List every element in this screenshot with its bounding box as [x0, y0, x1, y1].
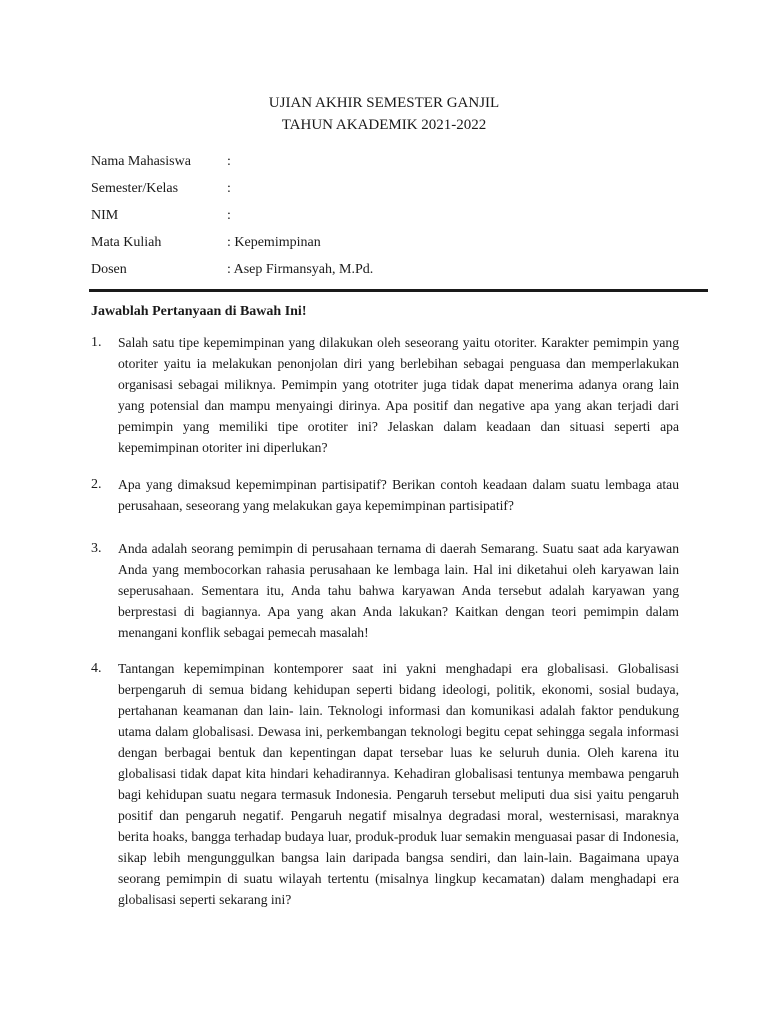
question-number: 2.	[91, 477, 102, 492]
info-row-semester	[91, 177, 711, 204]
question-text: Anda adalah seorang pemimpin di perusahaan ternama di daerah Semarang. Suatu saat ada karyawan Anda yang membocorkan rahasia perusahaan ke lembaga lain. Hal ini diketahui oleh karyawan lain seperusahaan. Sementara itu, Anda tahu bahwa karyawan Anda tersebut adalah karyawan yang berprestasi di bagiannya. Apa yang akan Anda lakukan? Kaitkan dengan teori pemimpin dalam menangani konflik sebagai pemecah masalah!	[118, 541, 679, 640]
question-number: 3.	[91, 541, 102, 556]
info-label: Semester/Kelas	[91, 181, 179, 196]
info-value: :	[227, 181, 231, 196]
question-number: 1.	[91, 335, 102, 350]
student-info-table	[91, 150, 711, 285]
title-line-2: TAHUN AKADEMIK 2021-2022	[281, 117, 487, 133]
question-text: Tantangan kepemimpinan kontemporer saat ini yakni menghadapi era globalisasi. Globalisasi berpengaruh di semua bidang kehidupan seperti bidang ideologi, politik, ekonomi, sosial budaya, pertahanan keamanan dan lain- lain. Teknologi informasi dan komunikasi adalah faktor pendukung utama dalam globalisasi. Dewasa ini, perkembangan teknologi begitu cepat sehingga segala informasi dengan berbagai bentuk dan kepentingan dapat tersebar luas ke seluruh dunia. Oleh karena itu globalisasi tidak dapat kita hindari kehadirannya. Kehadiran globalisasi tentunya membawa pengaruh bagi kehidupan suatu negara termasuk Indonesia. Pengaruh tersebut meliputi dua sisi yaitu pengaruh positif dan pengaruh negatif. Pengaruh negatif misalnya degradasi moral, westernisasi, maraknya berita hoaks, bangga terhadap budaya luar, produk-produk luar semakin menguasai pasar di Indonesia, sikap lebih mengunggulkan bangsa lain daripada bangsa sendiri, dan lain-lain. Bagaimana upaya seorang pemimpin di suatu wilayah tertentu (misalnya lingkup kecamatan) dalam menghadapi era globalisasi seperti sekarang ini?	[118, 661, 679, 907]
info-row-dosen	[91, 258, 711, 285]
header-divider	[89, 289, 708, 292]
info-label: Nama Mahasiswa	[91, 154, 191, 169]
info-label: NIM	[91, 208, 119, 223]
info-value: :	[227, 154, 231, 169]
question-text: Apa yang dimaksud kepemimpinan partisipatif? Berikan contoh keadaan dalam suatu lembaga atau perusahaan, seseorang yang melakukan gaya kepemimpinan partisipatif?	[118, 477, 679, 513]
info-row-mata-kuliah	[91, 231, 711, 258]
question-text: Salah satu tipe kepemimpinan yang dilakukan oleh seseorang yaitu otoriter. Karakter pemimpin yang otoriter yaitu ia melakukan penonjolan diri yang berlebihan sebagai penguasa dan memperlakukan organisasi sebagai miliknya. Pemimpin yang ototriter juga tidak dapat menerima adanya orang lain yang potensial dan mampu menyaingi dirinya. Apa positif dan negative apa yang akan terjadi dari pemimpin yang memiliki tipe orotiter ini? Jelaskan dalam keadaan dan situasi seperti apa kepemimpinan otoriter ini diperlukan?	[118, 335, 679, 455]
info-row-nama	[91, 150, 711, 177]
question-1	[91, 332, 679, 458]
info-row-nim	[91, 204, 711, 231]
title-line-1: UJIAN AKHIR SEMESTER GANJIL	[268, 95, 500, 111]
info-value: :	[227, 208, 231, 223]
question-number: 4.	[91, 661, 102, 676]
info-label: Mata Kuliah	[91, 235, 162, 250]
question-4	[91, 658, 679, 910]
info-value: : Asep Firmansyah, M.Pd.	[227, 262, 374, 277]
info-label: Dosen	[91, 262, 127, 277]
exam-title	[0, 92, 768, 136]
question-3	[91, 538, 679, 643]
question-2	[91, 474, 679, 516]
info-value: : Kepemimpinan	[227, 235, 321, 250]
instruction-heading: Jawablah Pertanyaan di Bawah Ini!	[91, 304, 307, 319]
